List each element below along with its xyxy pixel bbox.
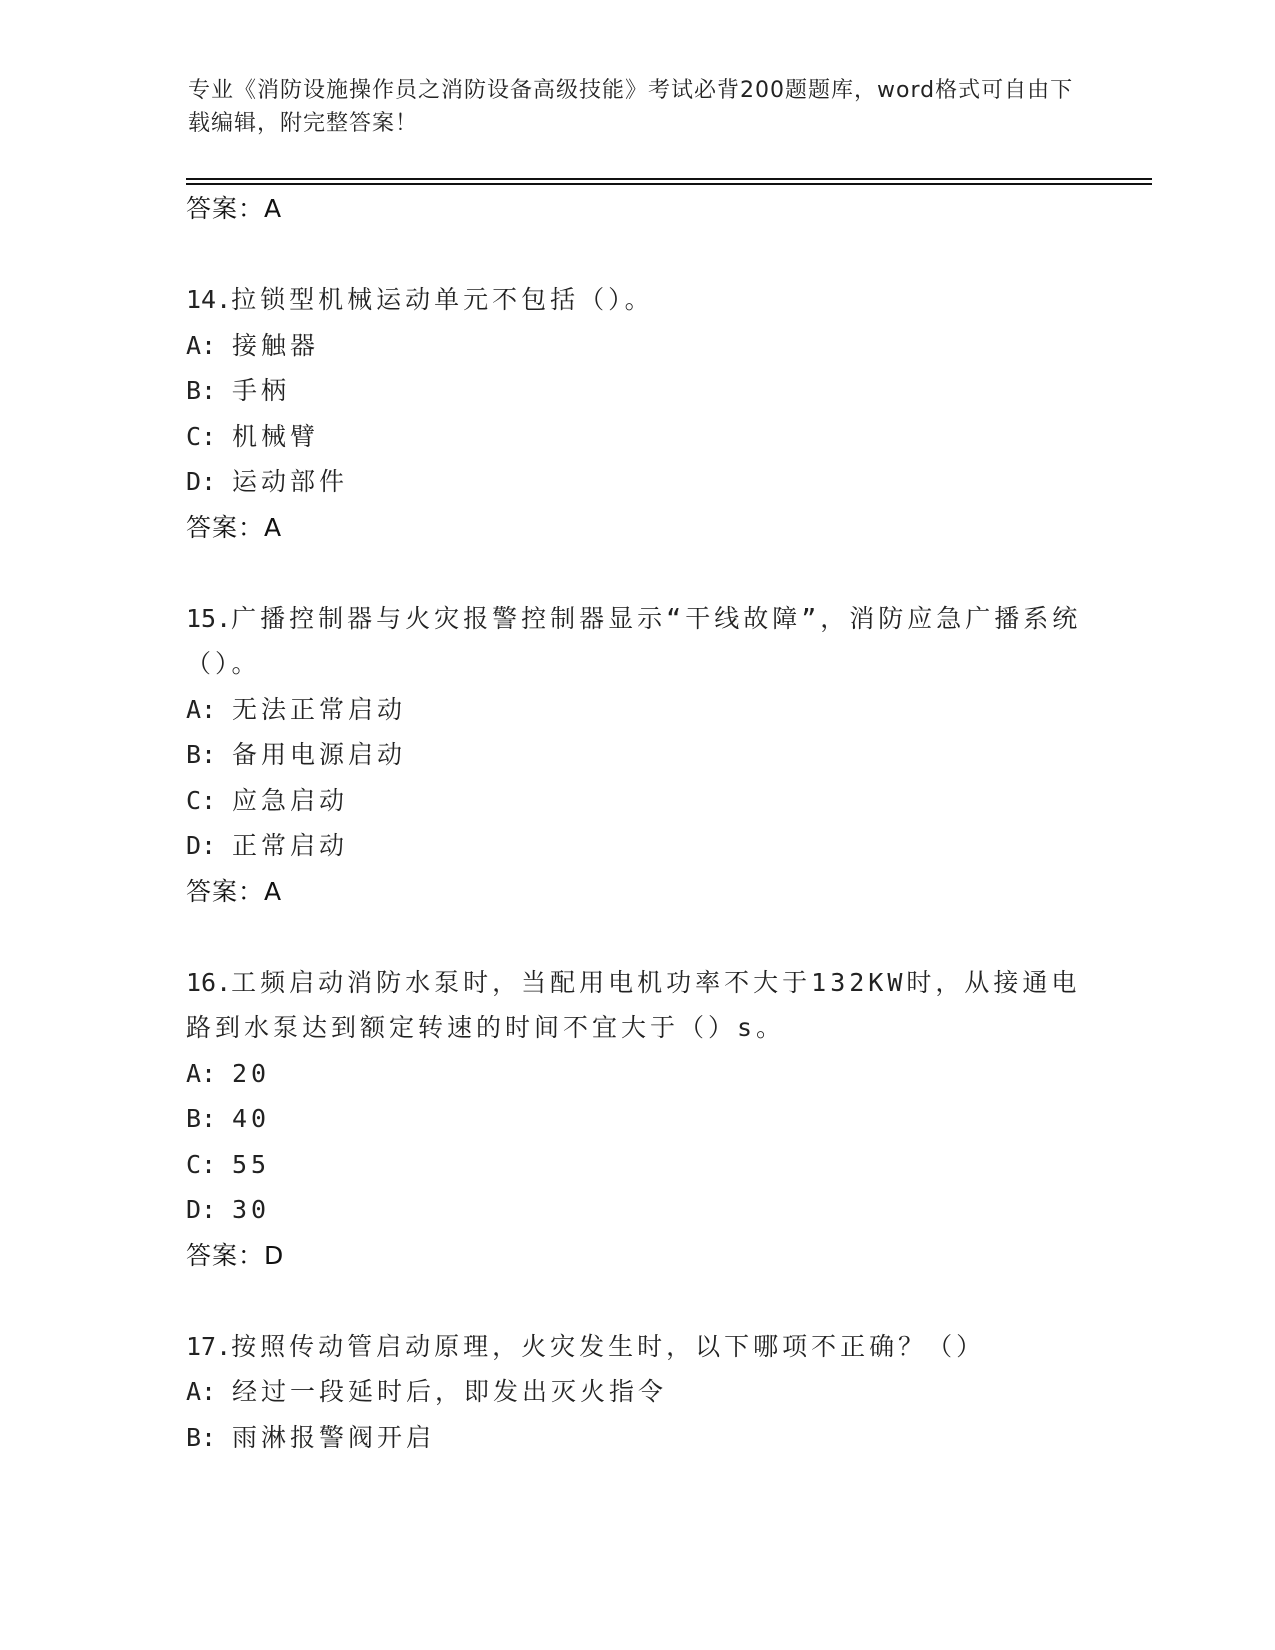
- option-d: [186, 823, 1086, 869]
- question-number: 16.: [186, 967, 232, 997]
- option-a: [186, 1369, 1086, 1415]
- question-text: 广播控制器与火灾报警控制器显示“干线故障”，消防应急广播系统（）。: [186, 603, 1082, 678]
- question-text: 工频启动消防水泵时，当配用电机功率不大于132KW时，从接通电路到水泵达到额定转速的时间不宜大于（）s。: [186, 967, 1081, 1042]
- question-text: 按照传动管启动原理，火灾发生时，以下哪项不正确？（）: [231, 1331, 986, 1361]
- header-divider-top: [186, 178, 1152, 180]
- option-c: [186, 1142, 1086, 1188]
- option-text: 雨淋报警阀开启: [232, 1422, 436, 1452]
- option-letter: D:: [186, 467, 217, 496]
- answer-line: 答案：A: [186, 194, 283, 223]
- question-block: [186, 960, 1086, 1279]
- option-d: [186, 1187, 1086, 1233]
- option-c: [186, 414, 1086, 460]
- spacer: [186, 550, 1086, 596]
- option-text: 机械臂: [232, 421, 320, 451]
- option-letter: B:: [186, 740, 217, 769]
- question-number: 17.: [186, 1331, 232, 1361]
- question-stem: [186, 1324, 1086, 1370]
- option-letter: C:: [186, 421, 217, 451]
- question-number: 14.: [186, 285, 232, 314]
- header-divider-bottom: [186, 183, 1152, 185]
- answer-line: 答案：D: [186, 1240, 285, 1270]
- option-a: [186, 323, 1086, 369]
- option-b: [186, 732, 1086, 778]
- option-letter: A:: [186, 694, 217, 724]
- option-b: [186, 1415, 1086, 1461]
- answer-line: 答案：A: [186, 876, 283, 906]
- option-b: [186, 368, 1086, 414]
- option-text: 经过一段延时后，即发出灭火指令: [232, 1377, 668, 1406]
- option-text: 手柄: [232, 376, 291, 405]
- option-text: 接触器: [232, 330, 320, 360]
- question-block: [186, 1324, 1086, 1461]
- question-block: [186, 596, 1086, 915]
- option-text: 应急启动: [232, 785, 349, 815]
- option-a: [186, 687, 1086, 733]
- spacer: [186, 232, 1086, 278]
- question-stem: [186, 960, 1086, 1051]
- answer-line: 答案：A: [186, 512, 283, 542]
- question-stem: [186, 277, 1086, 323]
- question-stem: [186, 596, 1086, 687]
- option-letter: B:: [186, 376, 217, 405]
- option-text: 30: [232, 1195, 271, 1224]
- option-text: 无法正常启动: [232, 694, 407, 724]
- spacer: [186, 914, 1086, 960]
- option-letter: B:: [186, 1104, 217, 1133]
- option-text: 运动部件: [232, 467, 349, 496]
- question-number: 15.: [186, 603, 232, 633]
- option-letter: C:: [186, 1149, 217, 1179]
- option-letter: A:: [186, 330, 217, 360]
- option-a: [186, 1051, 1086, 1097]
- option-letter: D:: [186, 1195, 217, 1224]
- option-letter: D:: [186, 831, 217, 860]
- option-d: [186, 459, 1086, 505]
- option-b: [186, 1096, 1086, 1142]
- document-body: [186, 186, 1086, 1460]
- option-letter: A:: [186, 1377, 217, 1406]
- question-block: [186, 277, 1086, 550]
- option-letter: B:: [186, 1422, 217, 1452]
- option-text: 备用电源启动: [232, 740, 407, 769]
- option-c: [186, 778, 1086, 824]
- option-letter: C:: [186, 785, 217, 815]
- option-text: 20: [232, 1058, 271, 1088]
- option-text: 55: [232, 1149, 271, 1179]
- spacer: [186, 1278, 1086, 1324]
- option-letter: A:: [186, 1058, 217, 1088]
- question-text: 拉锁型机械运动单元不包括（）。: [231, 285, 654, 314]
- document-header: 专业《消防设施操作员之消防设备高级技能》考试必背200题题库，word格式可自由下载编辑，附完整答案！: [188, 78, 1074, 136]
- option-text: 正常启动: [232, 831, 349, 860]
- option-text: 40: [232, 1104, 271, 1133]
